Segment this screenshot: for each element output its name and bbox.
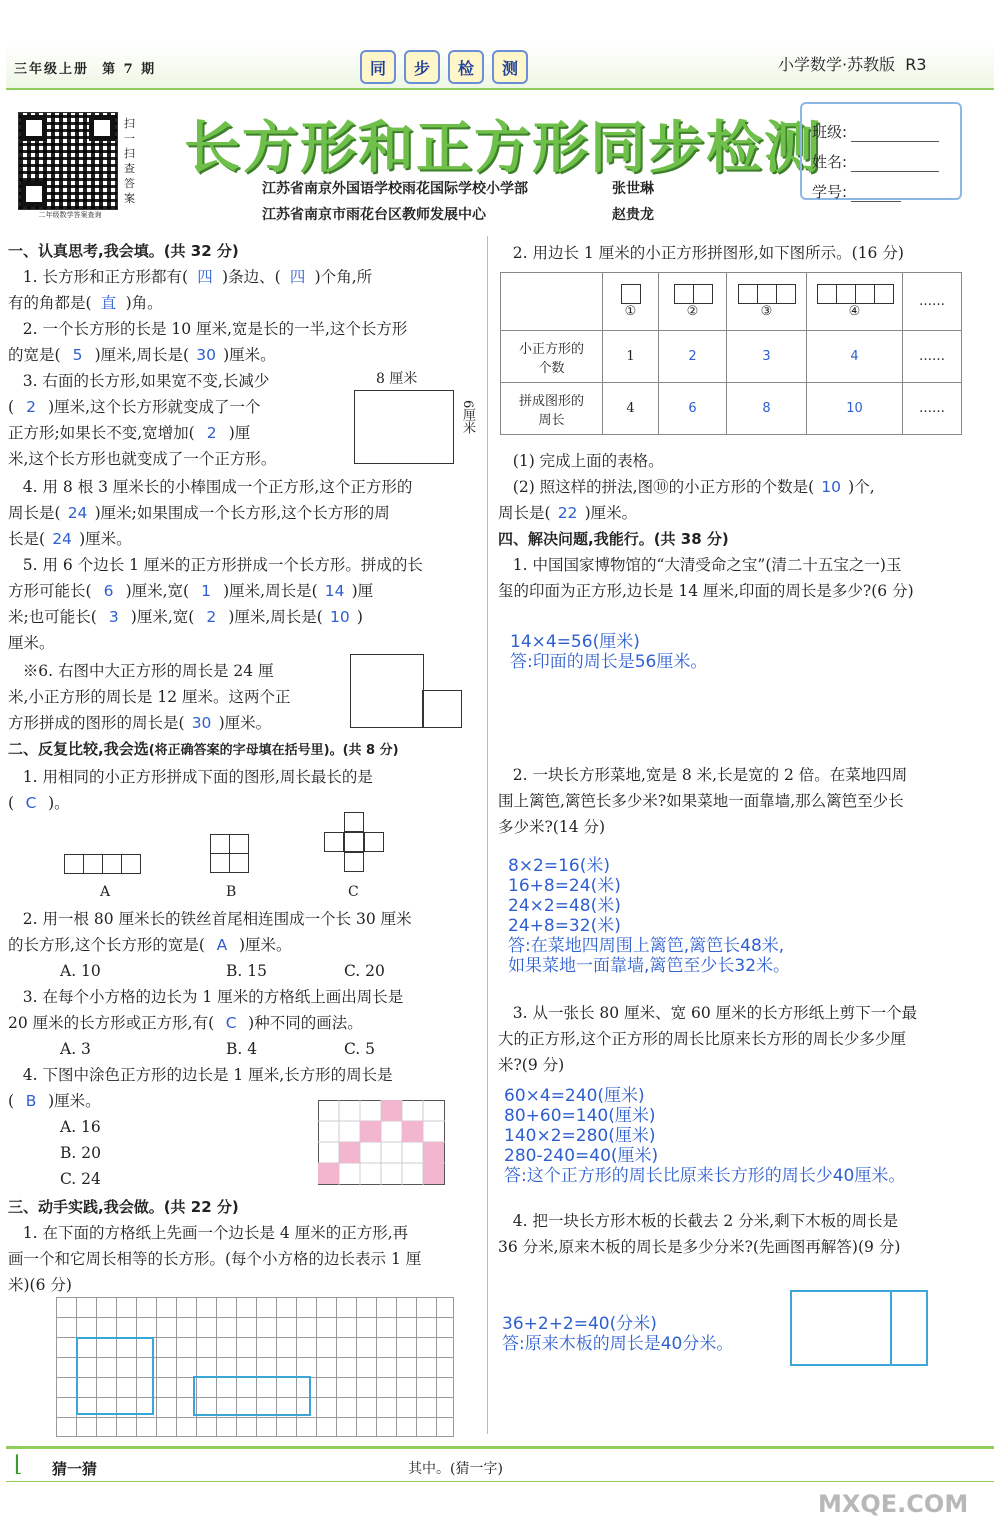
author-org-2: 江苏省南京市雨花台区教师发展中心	[262, 207, 486, 223]
pattern-table: ① ② ③ ④ …… 小正方形的个数 1 2 3 4 …… 拼成图形的周长 4 6 8 10 ……	[500, 272, 962, 435]
qr-side-label: 扫一扫 查答案	[124, 117, 135, 205]
figure-a	[64, 854, 140, 874]
fig-cell-3: ③	[727, 273, 807, 331]
drawn-rectangle	[193, 1376, 311, 1416]
s2-q3-opt-c: C. 5	[344, 1040, 376, 1058]
header-tag: 步	[404, 50, 440, 84]
rect-top-label: 8 厘米	[376, 371, 418, 387]
s1-q1: 1. 长方形和正方形都有( 四 )条边、( 四 )个角,所 有的角都是( 直 )角。	[8, 268, 373, 312]
section-3-heading: 三、动手实践,我会做。(共 22 分)	[8, 1198, 239, 1216]
figure-c	[324, 812, 386, 874]
header-tags	[360, 50, 528, 84]
s1-q6: ※6. 右图中大正方形的周长是 24 厘 米,小正方形的周长是 12 厘米。这两个正 方形拼成的图形的周长是( 30 )厘米。	[8, 662, 291, 732]
s2-q4-opt-c: C. 24	[60, 1170, 101, 1188]
s4-q3: 3. 从一张长 80 厘米、宽 60 厘米的长方形纸上剪下一个最 大的正方形,这个正方形的周长比原来长方形的周长少多少厘 米?(9 分)	[498, 1004, 918, 1074]
qr-caption: 二年级数学答案查询	[38, 211, 102, 219]
header-tag: 同	[360, 50, 396, 84]
figure-b-label: B	[226, 884, 237, 900]
s2-q2-opt-b: B. 15	[226, 962, 267, 980]
s2-q2-opt-c: C. 20	[344, 962, 385, 980]
footer-riddle-label: 猜一猜	[52, 1460, 98, 1478]
rect-side-label: 6厘米	[460, 400, 475, 435]
s4-q1: 1. 中国国家博物馆的“大清受命之宝”(清二十五宝之一)玉 玺的印面为正方形,边长是 14 厘米,印面的周长是多少?(6 分)	[498, 556, 914, 600]
watermark: MXQE.COM	[818, 1490, 969, 1518]
author-name-2: 赵贵龙	[612, 207, 654, 223]
s4-a1: 14×4=56(厘米) 答:印面的周长是56厘米。	[510, 632, 708, 672]
header-subject: 小学数学·苏教版 R3	[778, 55, 927, 74]
s2-q4-opt-b: B. 20	[60, 1144, 101, 1162]
fig-cell-2: ②	[659, 273, 727, 331]
row2-label: 拼成图形的周长	[501, 383, 603, 435]
s3-q1: 1. 在下面的方格纸上先画一个边长是 4 厘米的正方形,再 画一个和它周长相等的长方形。(每个小方格的边长表示 1 厘 米)(6 分)	[8, 1224, 422, 1294]
s2-q4-opt-a: A. 16	[60, 1118, 101, 1136]
header-tag: 检	[448, 50, 484, 84]
board-cut-line	[890, 1292, 892, 1364]
s2-q3: 3. 在每个小方格的边长为 1 厘米的方格纸上画出周长是 20 厘米的长方形或正方形,有( C )种不同的画法。	[8, 988, 404, 1032]
author-org-1: 江苏省南京外国语学校雨花国际学校小学部	[262, 181, 528, 197]
s4-q4: 4. 把一块长方形木板的长截去 2 分米,剩下木板的周长是 36 分米,原来木板的周长是多少分米?(先画图再解答)(9 分)	[498, 1212, 901, 1256]
small-square	[422, 690, 462, 728]
section-1-heading: 一、认真思考,我会填。(共 32 分)	[8, 242, 239, 260]
s1-q3: 3. 右面的长方形,如果宽不变,长减少 ( 2 )厘米,这个长方形就变成了一个 正方形;如果长不变,宽增加( 2 )厘 米,这个长方形也就变成了一个正方形。	[8, 372, 277, 468]
page-title: 长方形和正方形同步检测	[184, 116, 822, 181]
s2-q1: 1. 用相同的小正方形拼成下面的图形,周长最长的是 ( C )。	[8, 768, 373, 812]
s4-a2: 8×2=16(米) 16+8=24(米) 24×2=48(米) 24+8=32(米) 答:在菜地四周围上篱笆,篱笆长48米, 如果菜地一面靠墙,篱笆至少长32米。	[508, 856, 791, 976]
s1-q2: 2. 一个长方形的长是 10 厘米,宽是长的一半,这个长方形 的宽是( 5 )厘米,周长是( 30 )厘米。	[8, 320, 408, 364]
row1-label: 小正方形的个数	[501, 331, 603, 383]
author-name-1: 张世琳	[612, 181, 654, 197]
wood-board-figure	[790, 1290, 928, 1366]
student-info-box	[800, 102, 962, 200]
footer-bracket-icon: ⌊	[14, 1452, 23, 1477]
big-square	[350, 654, 424, 728]
figure-c-label: C	[348, 884, 359, 900]
fig-cell-4: ④	[807, 273, 903, 331]
section-4-heading: 四、解决问题,我能行。(共 38 分)	[498, 530, 729, 548]
s2-q3-opt-b: B. 4	[226, 1040, 258, 1058]
header-tag: 测	[492, 50, 528, 84]
rect-figure	[354, 390, 454, 464]
s1-q5: 5. 用 6 个边长 1 厘米的正方形拼成一个长方形。拼成的长 方形可能长( 6 )厘米,宽( 1 )厘米,周长是( 14 )厘 米;也可能长( 3 )厘米,宽( 2 )厘米,周长是( 10 ) 厘米。	[8, 556, 423, 652]
s3-q2-sub: (1) 完成上面的表格。 (2) 照这样的拼法,图⑩的小正方形的个数是( 10 )个, 周长是( 22 )厘米。	[498, 452, 875, 522]
staircase-figure	[318, 1100, 446, 1186]
header-grade-issue: 三年级上册 第 7 期	[14, 62, 157, 77]
number-field[interactable]: 学号:	[812, 172, 950, 202]
figure-a-label: A	[100, 884, 111, 900]
fig-cell-1: ①	[603, 273, 659, 331]
figure-b	[210, 834, 250, 874]
footer-riddle: 其中。(猜一字)	[408, 1461, 503, 1477]
class-field[interactable]: 班级:	[812, 112, 950, 142]
s2-q4: 4. 下图中涂色正方形的边长是 1 厘米,长方形的周长是 ( B )厘米。	[8, 1066, 393, 1110]
qr-code[interactable]	[18, 112, 118, 210]
s4-a3: 60×4=240(厘米) 80+60=140(厘米) 140×2=280(厘米) 280-240=40(厘米) 答:这个正方形的周长比原来长方形的周长少40厘米。	[504, 1086, 906, 1186]
s2-q3-opt-a: A. 3	[60, 1040, 91, 1058]
name-field[interactable]: 姓名:	[812, 142, 950, 172]
s4-a4: 36+2+2=40(分米) 答:原来木板的周长是40分米。	[502, 1314, 734, 1354]
column-divider	[487, 236, 488, 1434]
s3-q2: 2. 用边长 1 厘米的小正方形拼图形,如下图所示。(16 分)	[512, 244, 904, 262]
s2-q2: 2. 用一根 80 厘米长的铁丝首尾相连围成一个长 30 厘米 的长方形,这个长方形的宽是( A )厘米。	[8, 910, 412, 954]
drawn-square	[76, 1337, 154, 1415]
s4-q2: 2. 一块长方形菜地,宽是 8 米,长是宽的 2 倍。在菜地四周 围上篱笆,篱笆长多少米?如果菜地一面靠墙,那么篱笆至少长 多少米?(14 分)	[498, 766, 908, 836]
s2-q2-opt-a: A. 10	[60, 962, 101, 980]
section-2-heading: 二、反复比较,我会选(将正确答案的字母填在括号里)。(共 8 分)	[8, 740, 399, 758]
fig-cell-dots: ……	[903, 273, 962, 331]
s1-q4: 4. 用 8 根 3 厘米长的小棒围成一个正方形,这个正方形的 周长是( 24 )厘米;如果围成一个长方形,这个长方形的周 长是( 24 )厘米。	[8, 478, 413, 548]
